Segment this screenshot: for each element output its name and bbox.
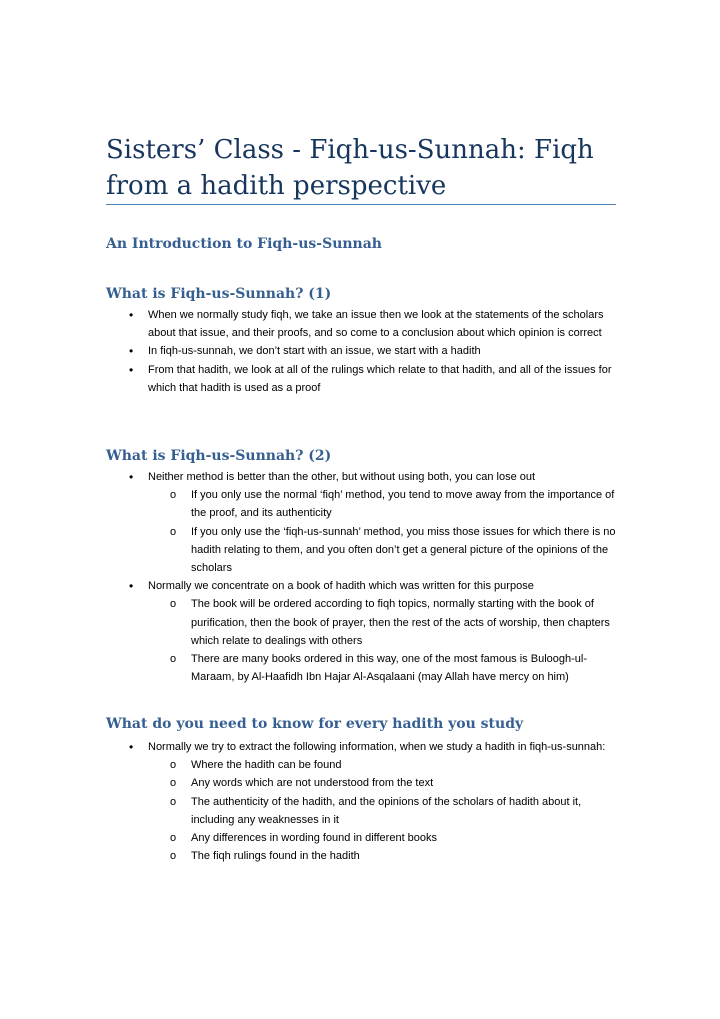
sub-bullet-marker: o bbox=[170, 795, 177, 808]
list-item-text: There are many books ordered in this way, one of the most famous is Buloogh-ul-Maraam, by Al-Haafidh Ibn Hajar Al-Asqalaani (may Allah have mercy on him) bbox=[191, 653, 587, 684]
sub-bullet-marker: o bbox=[170, 598, 177, 611]
list-item-text: The fiqh rulings found in the hadith bbox=[191, 850, 360, 863]
bullet-marker: • bbox=[129, 308, 134, 322]
intro-heading: An Introduction to Fiqh-us-Sunnah bbox=[106, 236, 382, 252]
list-item-text: Normally we concentrate on a book of hadith which was written for this purpose bbox=[148, 580, 534, 593]
list-item-text: Neither method is better than the other, but without using both, you can lose out bbox=[148, 471, 536, 483]
sub-list-item bbox=[106, 774, 626, 792]
list-item-text: From that hadith, we look at all of the rulings which relate to that hadith, and all of the issues for which that hadith is used as a proof bbox=[148, 363, 612, 394]
list-item-text: When we normally study fiqh, we take an issue then we look at the statements of the scholars about that issue, and their proofs, and so come to a conclusion about which opinion is correct bbox=[148, 309, 604, 340]
sub-bullet-marker: o bbox=[170, 653, 177, 666]
list-item-text: In fiqh-us-sunnah, we don’t start with an issue, we start with a hadith bbox=[148, 345, 481, 358]
list-item-text: Where the hadith can be found bbox=[191, 759, 342, 772]
list-item-text: Normally we try to extract the following information, when we study a hadith in fiqh-us-sunnah: bbox=[148, 741, 606, 753]
list-item-text: Any words which are not understood from the text bbox=[191, 777, 434, 790]
sub-bullet-marker: o bbox=[170, 525, 177, 538]
list-item-text: Any differences in wording found in different books bbox=[191, 832, 438, 845]
sub-list-item bbox=[106, 793, 626, 829]
list-item bbox=[106, 361, 626, 397]
sub-bullet-marker: o bbox=[170, 489, 177, 502]
sub-bullet-marker: o bbox=[170, 850, 177, 863]
sub-list-item bbox=[106, 650, 626, 686]
sub-bullet-marker: o bbox=[170, 759, 177, 772]
sub-list-item bbox=[106, 847, 626, 865]
bullet-marker: • bbox=[129, 740, 134, 754]
sub-list-item bbox=[106, 829, 626, 847]
list-item-text: If you only use the normal ‘fiqh’ method, you tend to move away from the importance of the proof, and its authenticity bbox=[191, 489, 615, 520]
bullet-marker: • bbox=[129, 344, 134, 359]
section-2-list bbox=[106, 468, 626, 686]
sub-bullet-marker: o bbox=[170, 777, 177, 790]
list-item-text: The book will be ordered according to fiqh topics, normally starting with the book of purification, then the book of prayer, then the rest of the acts of worship, then chapters which relate to dealings with others bbox=[191, 598, 610, 647]
list-item bbox=[106, 342, 626, 360]
section-1-heading: What is Fiqh-us-Sunnah? (1) bbox=[106, 286, 332, 302]
list-item-text: If you only use the ‘fiqh-us-sunnah’ method, you miss those issues for which there is no hadith relating to them, and you often don’t get a general picture of the opinions of the scholars bbox=[191, 525, 616, 575]
list-item bbox=[106, 738, 626, 756]
document-title: Sisters’ Class - Fiqh-us-Sunnah: Fiqh from a hadith perspective bbox=[106, 135, 594, 201]
section-1-list bbox=[106, 306, 626, 397]
title-divider bbox=[106, 204, 616, 205]
list-item bbox=[106, 468, 626, 486]
bullet-marker: • bbox=[129, 362, 134, 377]
section-2-heading: What is Fiqh-us-Sunnah? (2) bbox=[106, 448, 332, 464]
sub-list-item bbox=[106, 756, 626, 774]
bullet-marker: • bbox=[129, 579, 134, 594]
sub-list-item bbox=[106, 486, 626, 522]
sub-bullet-marker: o bbox=[170, 832, 177, 845]
sub-list-item bbox=[106, 595, 626, 650]
list-item bbox=[106, 577, 626, 595]
list-item-text: The authenticity of the hadith, and the opinions of the scholars of hadith about it, including any weaknesses in it bbox=[191, 795, 582, 826]
list-item bbox=[106, 306, 626, 342]
section-3-list bbox=[106, 738, 626, 865]
sub-list-item bbox=[106, 523, 626, 578]
bullet-marker: • bbox=[129, 470, 134, 484]
section-3-heading: What do you need to know for every hadith you study bbox=[106, 716, 524, 732]
